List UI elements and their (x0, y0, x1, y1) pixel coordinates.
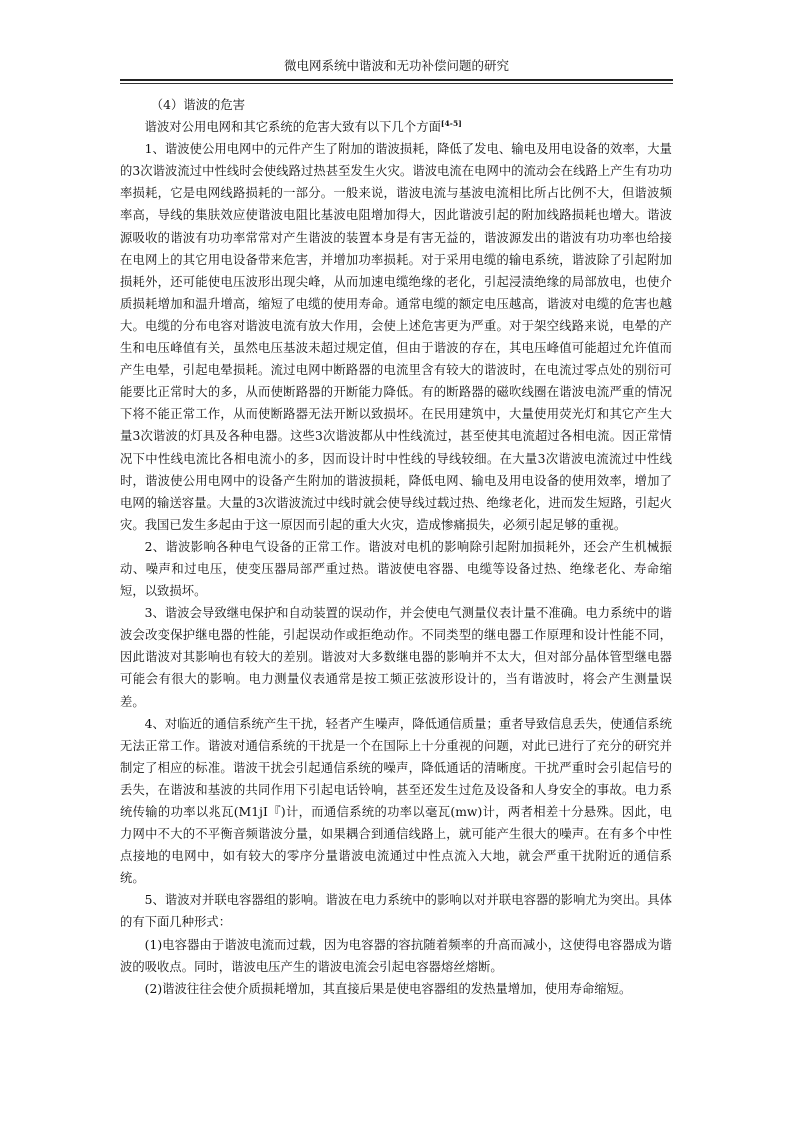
paragraph-5-item-1: (1)电容器由于谐波电流而过载，因为电容器的容抗随着频率的升高而减小，这使得电容器成为谐波的吸收点。同时，谐波电压产生的谐波电流会引起电容器熔丝熔断。 (120, 937, 672, 974)
paragraph-4: 4、对临近的通信系统产生干扰，轻者产生噪声，降低通信质量；重者导致信息丢失，使通信系统无法正常工作。谐波对通信系统的干扰是一个在国际上十分重视的问题，对此已进行了充分的研究并制定了相应的标准。谐波干扰会引起通信系统的噪声，降低通话的清晰度。干扰严重时会引起信号的丢失，在谐波和基波的共同作用下引起电话铃响，甚至还发生过危及设备和人身安全的事故。电力系统传输的功率以兆瓦(M1jI『)计，而通信系统的功率以毫瓦(mw)计，两者相差十分悬殊。因此，电力网中不大的不平衡音频谐波分量，如果耦合到通信线路上，就可能产生很大的噪声。在有多个中性点接地的电网中，如有较大的零序分量谐波电流通过中性点流入大地，就会严重干扰附近的通信系统。 (120, 716, 672, 886)
section-heading: （4）谐波的危害 (150, 98, 246, 112)
header-rule-thin (120, 83, 673, 84)
paragraph-1: 1、谐波使公用电网中的元件产生了附加的谐波损耗，降低了发电、输电及用电设备的效率，大量的3次谐波流过中性线时会使线路过热甚至发生火灾。谐波电流在电网中的流动会在线路上产生有功功率损耗，它是电网线路损耗的一部分。一般来说，谐波电流与基波电流相比所占比例不大，但谐波频率高，导线的集肤效应使谐波电阻比基波电阻增加得大，因此谐波引起的附加线路损耗也增大。谐波源吸收的谐波有功功率常常对产生谐波的装置本身是有害无益的，谐波源发出的谐波有功功率也给接在电网上的其它用电设备带来危害，并增加功率损耗。对于采用电缆的输电系统，谐波除了引起附加损耗外，还可能使电压波形出现尖峰，从而加速电缆绝缘的老化，引起浸渍绝缘的局部放电，也使介质损耗增加和温升增高，缩短了电缆的使用寿命。通常电缆的额定电压越高，谐波对电缆的危害也越大。电缆的分布电容对谐波电流有放大作用，会使上述危害更为严重。对于架空线路来说，电晕的产生和电压峰值有关，虽然电压基波未超过规定值，但由于谐波的存在，其电压峰值可能超过允许值而产生电晕，引起电晕损耗。流过电网中断路器的电流里含有较大的谐波时，在电流过零点处的别衍可能要比正常时大的多，从而使断路器的开断能力降低。有的断路器的磁吹线圈在谐波电流严重的情况下将不能正常工作，从而使断路器无法开断以致损坏。在民用建筑中，大量使用荧光灯和其它产生大量3次谐波的灯具及各种电器。这些3次谐波都从中性线流过，甚至使其电流超过各相电流。因正常情况下中性线电流比各相电流小的多，因而设计时中性线的导线较细。在大量3次谐波电流流过中性线时，谐波使公用电网中的设备产生附加的谐波损耗，降低电网、输电及用电设备的使用效率，增加了电网的输送容量。大量的3次谐波流过中线时就会使导线过载过热、绝缘老化，进而发生短路，引起火灾。我国已发生多起由于这一原因而引起的重大火灾，造成惨痛损失，必须引起足够的重视。 (120, 142, 672, 532)
paragraph-2: 2、谐波影响各种电气设备的正常工作。谐波对电机的影响除引起附加损耗外，还会产生机械振动、噪声和过电压，使变压器局部严重过热。谐波使电容器、电缆等设备过热、绝缘老化、寿命缩短，以致损坏。 (120, 539, 672, 599)
running-header: 微电网系统中谐波和无功补偿问题的研究 (283, 58, 509, 73)
citation: [4-5] (440, 119, 462, 129)
paragraph-5-item-2: (2)谐波往往会使介质损耗增加，其直接后果是使电容器组的发热量增加，使用寿命缩短。 (144, 981, 632, 996)
header-rule-thick (120, 79, 673, 81)
intro-paragraph (120, 116, 672, 138)
paragraph-5: 5、谐波对并联电容器组的影响。谐波在电力系统中的影响以对并联电容器的影响尤为突出。具体的有下面几种形式： (120, 893, 672, 930)
intro-text: 谐波对公用电网和其它系统的危害大致有以下几个方面 (144, 120, 441, 135)
paragraph-3: 3、谐波会导致继电保护和自动装置的误动作，并会使电气测量仪表计量不准确。电力系统中的谐波会改变保护继电器的性能，引起误动作或拒绝动作。不同类型的继电器工作原理和设计性能不同，因此谐波对其影响也有较大的差别。谐波对大多数继电器的影响并不太大，但对部分晶体管型继电器可能会有很大的影响。电力测量仪表通常是按工频正弦波形设计的，当有谐波时，将会产生测量误差。 (120, 606, 672, 709)
body-text (120, 94, 672, 1000)
